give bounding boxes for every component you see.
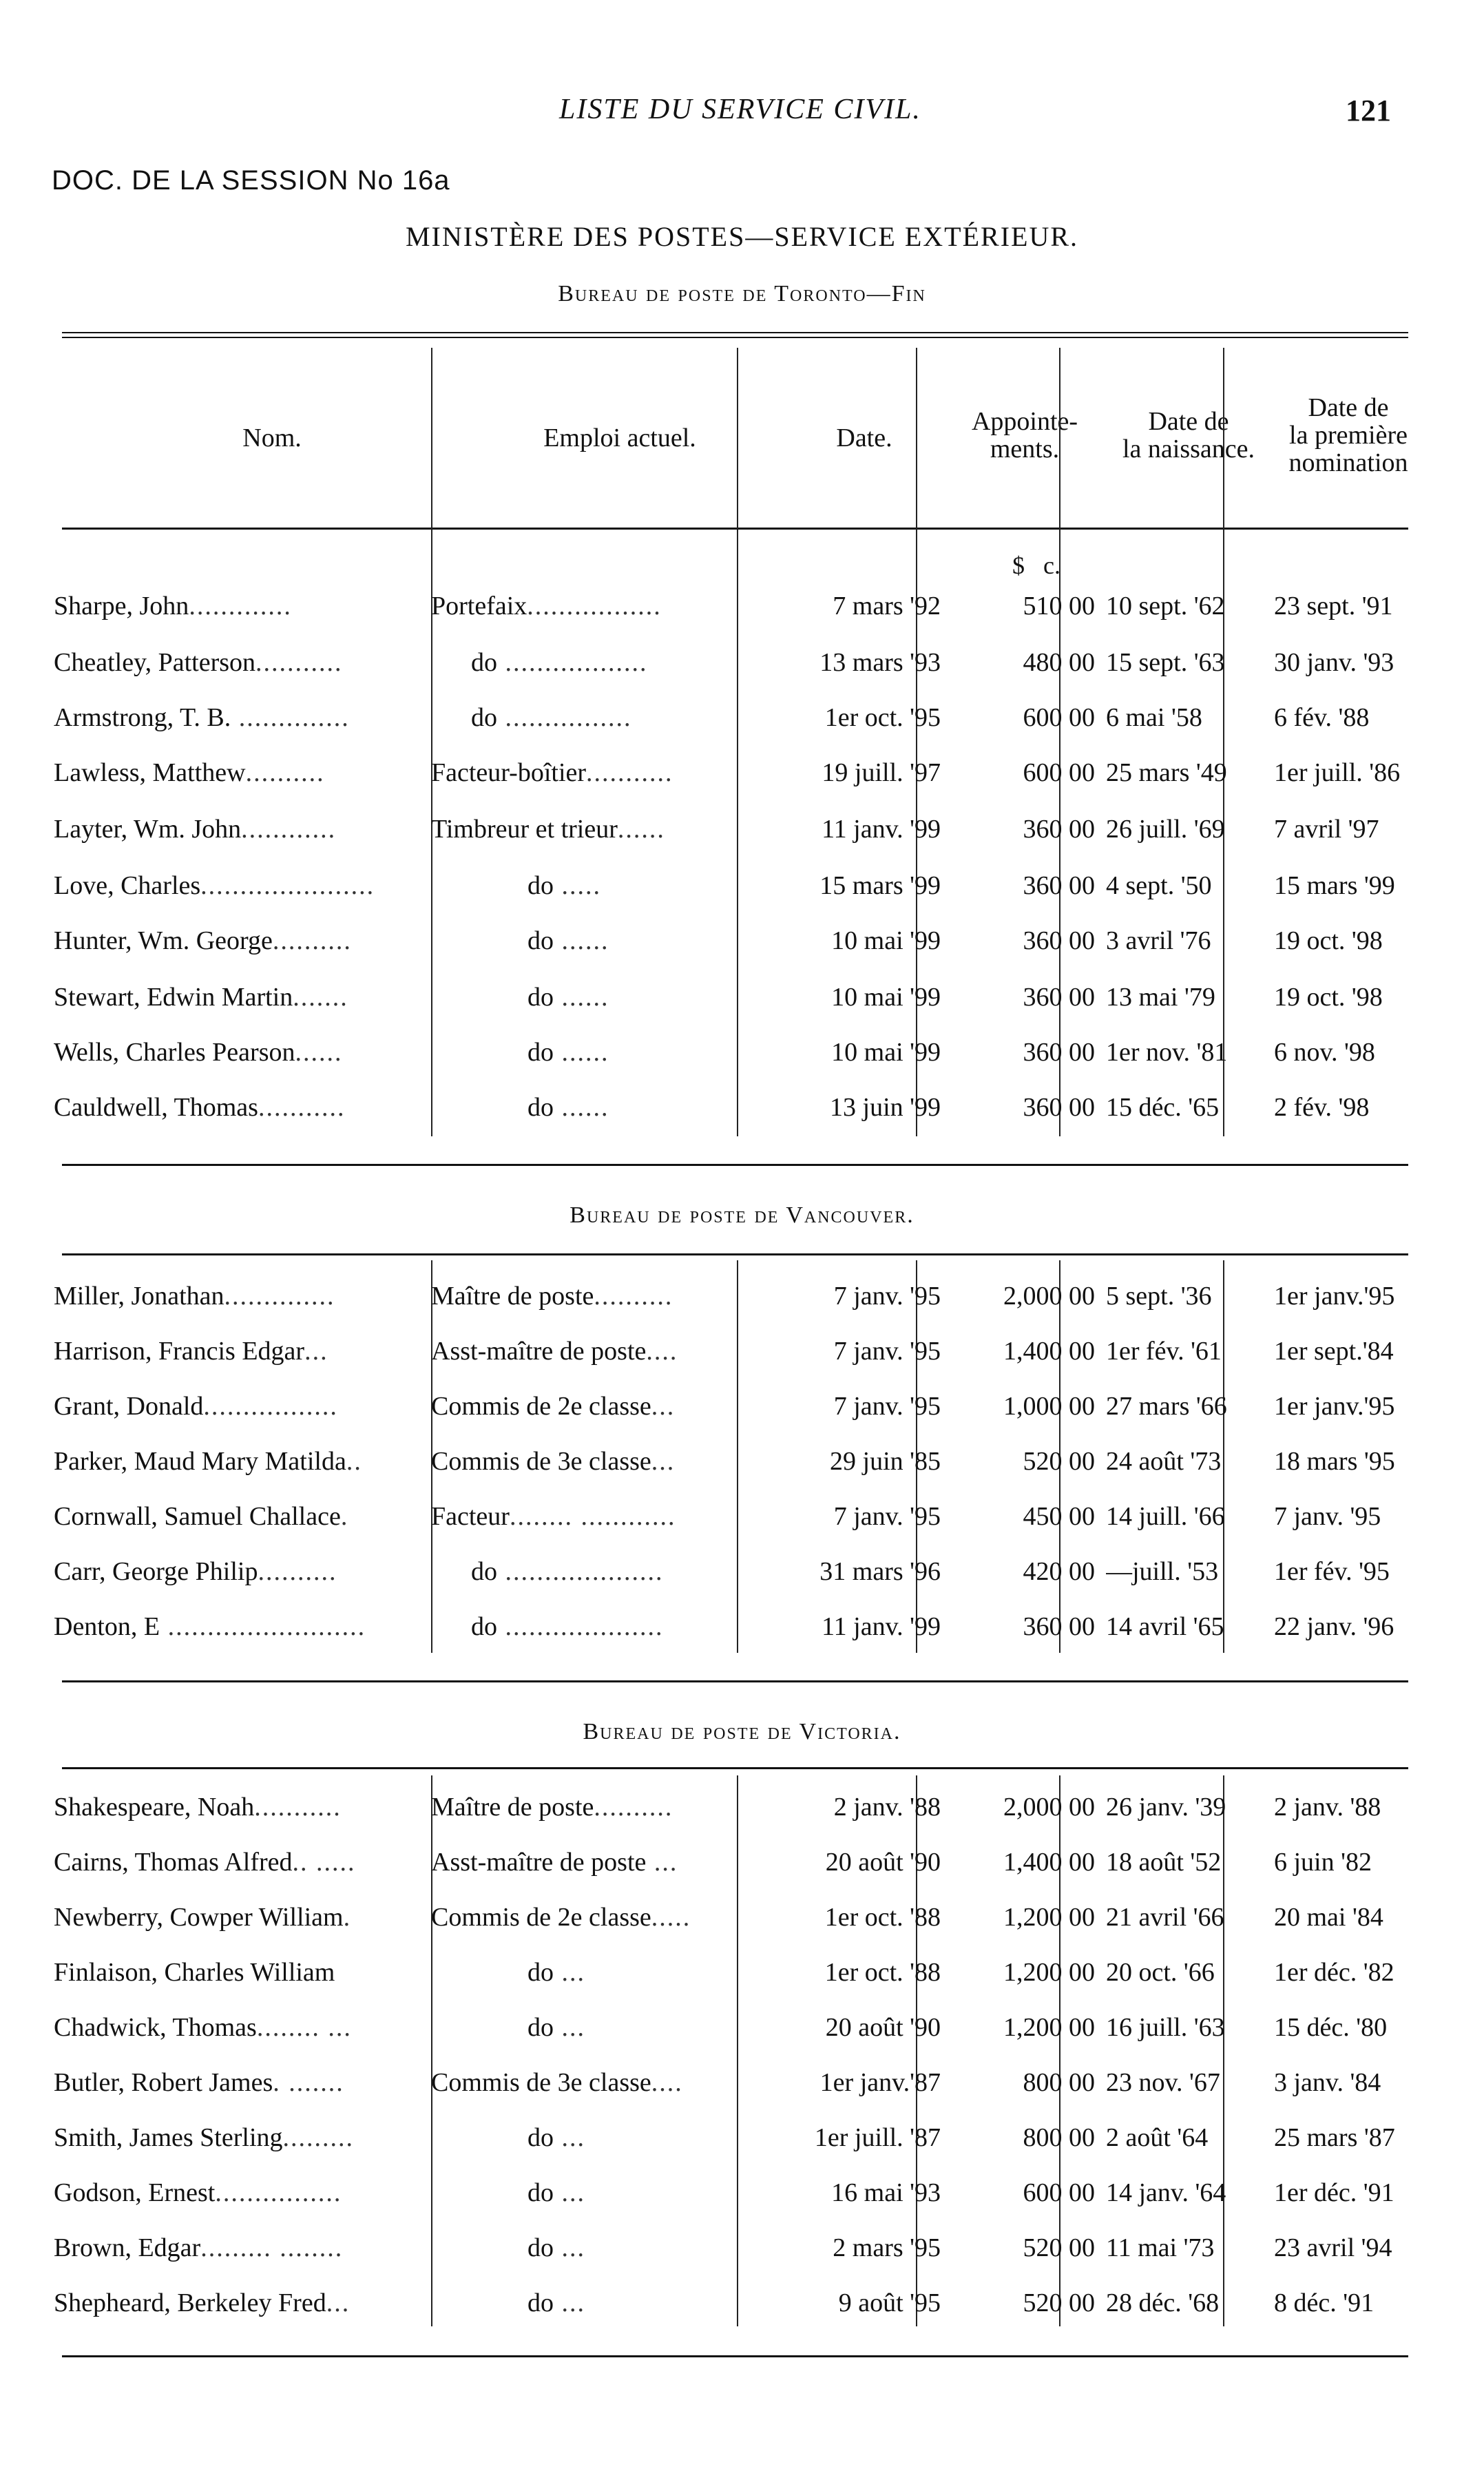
cell-date: 7 janv. '95 xyxy=(833,1392,941,1421)
running-title: LISTE DU SERVICE CIVIL. xyxy=(559,94,921,125)
cell-date: 1er janv.'87 xyxy=(819,2068,941,2097)
cell-name: Cornwall, Samuel Challace. xyxy=(54,1502,349,1531)
table-row xyxy=(48,758,1425,813)
cell-employment: do ................ xyxy=(471,703,632,732)
cell-name: Butler, Robert James. ....... xyxy=(54,2068,344,2097)
cell-name: Carr, George Philip.......... xyxy=(54,1557,337,1586)
cell-date: 2 mars '95 xyxy=(833,2233,941,2262)
currency-unit-label: $ c. xyxy=(1012,552,1060,579)
cell-salary: 360 00 xyxy=(1023,871,1095,900)
cell-name: Brown, Edgar......... ........ xyxy=(54,2233,344,2262)
cell-birth-date: 14 janv. '64 xyxy=(1106,2178,1226,2207)
cell-date: 15 mars '99 xyxy=(819,871,941,900)
cell-employment: Commis de 3e classe... xyxy=(431,1447,676,1476)
cell-name: Lawless, Matthew.......... xyxy=(54,758,325,787)
cell-employment: do ... xyxy=(527,2178,585,2207)
cell-salary: 800 00 xyxy=(1023,2068,1095,2097)
cell-birth-date: 23 nov. '67 xyxy=(1106,2068,1220,2097)
cell-employment: Commis de 2e classe... xyxy=(431,1392,676,1421)
cell-name: Smith, James Sterling......... xyxy=(54,2123,354,2152)
cell-first-nomination: 30 janv. '93 xyxy=(1274,648,1394,677)
cell-name: Wells, Charles Pearson...... xyxy=(54,1038,343,1067)
cell-salary: 520 00 xyxy=(1023,2233,1095,2262)
table-row xyxy=(48,1902,1425,1957)
col-header-name: Nom. xyxy=(242,424,302,452)
table-row xyxy=(48,1501,1425,1556)
cell-salary: 360 00 xyxy=(1023,1612,1095,1641)
cell-birth-date: 10 sept. '62 xyxy=(1106,592,1225,620)
cell-salary: 360 00 xyxy=(1023,1093,1095,1122)
cell-employment: Asst-maître de poste ... xyxy=(431,1848,678,1877)
cell-birth-date: 11 mai '73 xyxy=(1106,2233,1215,2262)
cell-first-nomination: 7 avril '97 xyxy=(1274,815,1379,844)
cell-salary: 600 00 xyxy=(1023,758,1095,787)
col-header-salary-line1: Appointe- xyxy=(971,407,1078,436)
cell-employment: do ... xyxy=(527,2233,585,2262)
cell-birth-date: 1er fév. '61 xyxy=(1106,1337,1222,1366)
cell-first-nomination: 23 avril '94 xyxy=(1274,2233,1392,2262)
cell-salary: 1,200 00 xyxy=(1003,2013,1095,2042)
cell-employment: do ... xyxy=(527,1958,585,1987)
cell-first-nomination: 8 déc. '91 xyxy=(1274,2288,1375,2317)
cell-birth-date: 21 avril '66 xyxy=(1106,1903,1224,1932)
cell-salary: 420 00 xyxy=(1023,1557,1095,1586)
cell-salary: 1,400 00 xyxy=(1003,1848,1095,1877)
col-header-first-line2: la première xyxy=(1289,421,1408,450)
cell-birth-date: —juill. '53 xyxy=(1106,1557,1219,1586)
table-row xyxy=(48,1957,1425,2012)
cell-employment: Commis de 3e classe.... xyxy=(431,2068,683,2097)
cell-name: Denton, E ......................... xyxy=(54,1612,366,1641)
cell-birth-date: 18 août '52 xyxy=(1106,1848,1222,1877)
cell-birth-date: 25 mars '49 xyxy=(1106,758,1227,787)
cell-salary: 600 00 xyxy=(1023,2178,1095,2207)
cell-birth-date: 15 sept. '63 xyxy=(1106,648,1225,677)
cell-name: Layter, Wm. John............ xyxy=(54,815,337,844)
cell-salary: 1,200 00 xyxy=(1003,1958,1095,1987)
cell-first-nomination: 23 sept. '91 xyxy=(1274,592,1393,620)
header-top-rule xyxy=(62,332,1408,338)
cell-birth-date: 24 août '73 xyxy=(1106,1447,1222,1476)
cell-date: 1er juill. '87 xyxy=(814,2123,941,2152)
cell-date: 7 mars '92 xyxy=(833,592,941,620)
cell-name: Cairns, Thomas Alfred.. ..... xyxy=(54,1848,356,1877)
cell-name: Love, Charles...................... xyxy=(54,871,375,900)
cell-first-nomination: 1er déc. '91 xyxy=(1274,2178,1394,2207)
cell-date: 16 mai '93 xyxy=(831,2178,941,2207)
cell-salary: 360 00 xyxy=(1023,926,1095,955)
cell-birth-date: 20 oct. '66 xyxy=(1106,1958,1215,1987)
section-title-victoria: Bureau de poste de Victoria. xyxy=(583,1719,901,1744)
cell-salary: 360 00 xyxy=(1023,815,1095,844)
section-title-vancouver: Bureau de poste de Vancouver. xyxy=(569,1202,915,1228)
cell-date: 19 juill. '97 xyxy=(822,758,941,787)
cell-first-nomination: 1er janv.'95 xyxy=(1274,1282,1395,1311)
cell-name: Shakespeare, Noah........... xyxy=(54,1793,342,1822)
cell-birth-date: 2 août '64 xyxy=(1106,2123,1209,2152)
table-row xyxy=(48,702,1425,758)
cell-first-nomination: 1er janv.'95 xyxy=(1274,1392,1395,1421)
cell-employment: Maître de poste.......... xyxy=(431,1282,673,1311)
cell-date: 1er oct. '88 xyxy=(824,1958,941,1987)
cell-employment: Asst-maître de poste.... xyxy=(431,1337,678,1366)
cell-birth-date: 26 janv. '39 xyxy=(1106,1793,1226,1822)
cell-salary: 1,400 00 xyxy=(1003,1337,1095,1366)
table-row xyxy=(48,591,1425,646)
cell-birth-date: 28 déc. '68 xyxy=(1106,2288,1220,2317)
cell-date: 20 août '90 xyxy=(825,1848,941,1877)
col-header-birth-line1: Date de xyxy=(1148,407,1229,436)
table-row xyxy=(48,1556,1425,1612)
page-number: 121 xyxy=(1346,94,1391,127)
table-row xyxy=(48,1792,1425,1847)
cell-name: Harrison, Francis Edgar... xyxy=(54,1337,328,1366)
table-row xyxy=(48,982,1425,1037)
cell-employment: Commis de 2e classe..... xyxy=(431,1903,691,1932)
cell-name: Parker, Maud Mary Matilda.. xyxy=(54,1447,362,1476)
cell-name: Armstrong, T. B. .............. xyxy=(54,703,350,732)
cell-date: 7 janv. '95 xyxy=(833,1502,941,1531)
cell-employment: do .................... xyxy=(471,1612,664,1641)
cell-date: 31 mars '96 xyxy=(819,1557,941,1586)
table-row xyxy=(48,814,1425,869)
cell-first-nomination: 19 oct. '98 xyxy=(1274,926,1383,955)
cell-name: Finlaison, Charles William xyxy=(54,1958,335,1987)
cell-first-nomination: 6 juin '82 xyxy=(1274,1848,1372,1877)
cell-birth-date: 5 sept. '36 xyxy=(1106,1282,1212,1311)
cell-first-nomination: 22 janv. '96 xyxy=(1274,1612,1394,1641)
cell-name: Stewart, Edwin Martin....... xyxy=(54,983,348,1012)
col-header-birth xyxy=(1106,408,1271,463)
cell-first-nomination: 15 déc. '80 xyxy=(1274,2013,1388,2042)
cell-employment: do .................... xyxy=(471,1557,664,1586)
table-row xyxy=(48,1446,1425,1501)
cell-birth-date: 26 juill. '69 xyxy=(1106,815,1225,844)
cell-birth-date: 1er nov. '81 xyxy=(1106,1038,1228,1067)
ministry-title: MINISTÈRE DES POSTES—SERVICE EXTÉRIEUR. xyxy=(405,221,1079,252)
cell-employment: Facteur-boîtier........... xyxy=(431,758,673,787)
cell-employment: Facteur........ ............ xyxy=(431,1502,676,1531)
col-header-date: Date. xyxy=(836,424,892,452)
section-title-toronto: Bureau de poste de Toronto—Fin xyxy=(558,281,926,306)
cell-date: 7 janv. '95 xyxy=(833,1337,941,1366)
cell-employment: Timbreur et trieur...... xyxy=(431,815,665,844)
table-row xyxy=(48,2012,1425,2067)
table-row xyxy=(48,1847,1425,1902)
section-end-rule xyxy=(62,1164,1408,1166)
cell-date: 10 mai '99 xyxy=(831,926,941,955)
cell-salary: 600 00 xyxy=(1023,703,1095,732)
cell-name: Shepheard, Berkeley Fred... xyxy=(54,2288,351,2317)
table-row xyxy=(48,2288,1425,2343)
cell-employment: do ... xyxy=(527,2288,585,2317)
cell-name: Chadwick, Thomas........ ... xyxy=(54,2013,352,2042)
cell-employment: do ...... xyxy=(527,1093,609,1122)
cell-name: Newberry, Cowper William. xyxy=(54,1903,352,1932)
cell-name: Miller, Jonathan.............. xyxy=(54,1282,335,1311)
cell-salary: 480 00 xyxy=(1023,648,1095,677)
table-row xyxy=(48,926,1425,981)
cell-salary: 450 00 xyxy=(1023,1502,1095,1531)
cell-employment: do ...... xyxy=(527,983,609,1012)
table-row xyxy=(48,2067,1425,2123)
cell-birth-date: 27 mars '66 xyxy=(1106,1392,1227,1421)
cell-birth-date: 13 mai '79 xyxy=(1106,983,1215,1012)
table-row xyxy=(48,1336,1425,1391)
section-top-rule xyxy=(62,1767,1408,1769)
cell-birth-date: 16 juill. '63 xyxy=(1106,2013,1225,2042)
cell-date: 9 août '95 xyxy=(838,2288,941,2317)
cell-employment: Maître de poste.......... xyxy=(431,1793,673,1822)
cell-date: 20 août '90 xyxy=(825,2013,941,2042)
col-header-salary-line2: ments. xyxy=(990,435,1060,463)
col-header-first-line1: Date de xyxy=(1308,393,1389,422)
cell-date: 7 janv. '95 xyxy=(833,1282,941,1311)
cell-first-nomination: 15 mars '99 xyxy=(1274,871,1395,900)
cell-date: 1er oct. '95 xyxy=(824,703,941,732)
cell-salary: 360 00 xyxy=(1023,1038,1095,1067)
cell-birth-date: 14 juill. '66 xyxy=(1106,1502,1225,1531)
cell-date: 11 janv. '99 xyxy=(822,815,941,844)
table-row xyxy=(48,870,1425,926)
cell-date: 13 juin '99 xyxy=(830,1093,941,1122)
cell-first-nomination: 1er fév. '95 xyxy=(1274,1557,1390,1586)
cell-name: Godson, Ernest................ xyxy=(54,2178,342,2207)
cell-name: Cheatley, Patterson........... xyxy=(54,648,343,677)
col-header-first-line3: nomination xyxy=(1288,448,1408,477)
table-row xyxy=(48,1391,1425,1446)
cell-first-nomination: 6 fév. '88 xyxy=(1274,703,1370,732)
cell-first-nomination: 25 mars '87 xyxy=(1274,2123,1395,2152)
cell-employment: do ..... xyxy=(527,871,601,900)
table-row xyxy=(48,647,1425,702)
cell-date: 13 mars '93 xyxy=(819,648,941,677)
cell-salary: 360 00 xyxy=(1023,983,1095,1012)
cell-birth-date: 3 avril '76 xyxy=(1106,926,1211,955)
cell-salary: 510 00 xyxy=(1023,592,1095,620)
cell-birth-date: 6 mai '58 xyxy=(1106,703,1202,732)
document-session-line: DOC. DE LA SESSION No 16a xyxy=(52,165,450,196)
col-header-first-nomination xyxy=(1271,394,1425,477)
col-header-employment: Emploi actuel. xyxy=(543,424,696,452)
cell-first-nomination: 2 fév. '98 xyxy=(1274,1093,1370,1122)
cell-date: 2 janv. '88 xyxy=(833,1793,941,1822)
cell-date: 1er oct. '88 xyxy=(824,1903,941,1932)
cell-salary: 1,200 00 xyxy=(1003,1903,1095,1932)
col-header-salary xyxy=(943,408,1106,463)
cell-date: 10 mai '99 xyxy=(831,1038,941,1067)
table-row xyxy=(48,1281,1425,1336)
header-bottom-rule xyxy=(62,528,1408,530)
cell-salary: 2,000 00 xyxy=(1003,1282,1095,1311)
cell-first-nomination: 7 janv. '95 xyxy=(1274,1502,1381,1531)
table-row xyxy=(48,2178,1425,2233)
cell-birth-date: 14 avril '65 xyxy=(1106,1612,1224,1641)
cell-birth-date: 15 déc. '65 xyxy=(1106,1093,1220,1122)
cell-employment: do .................. xyxy=(471,648,648,677)
cell-salary: 2,000 00 xyxy=(1003,1793,1095,1822)
cell-date: 29 juin '85 xyxy=(830,1447,941,1476)
table-bottom-rule xyxy=(62,2355,1408,2357)
cell-first-nomination: 1er déc. '82 xyxy=(1274,1958,1394,1987)
cell-name: Hunter, Wm. George.......... xyxy=(54,926,352,955)
cell-first-nomination: 19 oct. '98 xyxy=(1274,983,1383,1012)
cell-birth-date: 4 sept. '50 xyxy=(1106,871,1212,900)
cell-salary: 520 00 xyxy=(1023,1447,1095,1476)
table-row xyxy=(48,1612,1425,1667)
table-row xyxy=(48,2233,1425,2288)
col-header-birth-line2: la naissance. xyxy=(1122,435,1255,463)
table-row xyxy=(48,1037,1425,1092)
cell-employment: do ... xyxy=(527,2013,585,2042)
cell-first-nomination: 18 mars '95 xyxy=(1274,1447,1395,1476)
cell-first-nomination: 2 janv. '88 xyxy=(1274,1793,1381,1822)
cell-first-nomination: 1er juill. '86 xyxy=(1274,758,1401,787)
cell-salary: 520 00 xyxy=(1023,2288,1095,2317)
cell-first-nomination: 20 mai '84 xyxy=(1274,1903,1383,1932)
cell-employment: Portefaix................. xyxy=(431,592,662,620)
table-row xyxy=(48,1092,1425,1147)
cell-name: Cauldwell, Thomas........... xyxy=(54,1093,346,1122)
cell-employment: do ...... xyxy=(527,926,609,955)
cell-first-nomination: 1er sept.'84 xyxy=(1274,1337,1394,1366)
cell-date: 11 janv. '99 xyxy=(822,1612,941,1641)
cell-first-nomination: 3 janv. '84 xyxy=(1274,2068,1381,2097)
cell-first-nomination: 6 nov. '98 xyxy=(1274,1038,1375,1067)
cell-date: 10 mai '99 xyxy=(831,983,941,1012)
section-top-rule xyxy=(62,1253,1408,1255)
cell-employment: do ...... xyxy=(527,1038,609,1067)
cell-employment: do ... xyxy=(527,2123,585,2152)
cell-salary: 1,000 00 xyxy=(1003,1392,1095,1421)
cell-salary: 800 00 xyxy=(1023,2123,1095,2152)
cell-name: Sharpe, John............. xyxy=(54,592,292,620)
section-end-rule xyxy=(62,1680,1408,1682)
table-row xyxy=(48,2123,1425,2178)
cell-name: Grant, Donald................. xyxy=(54,1392,338,1421)
